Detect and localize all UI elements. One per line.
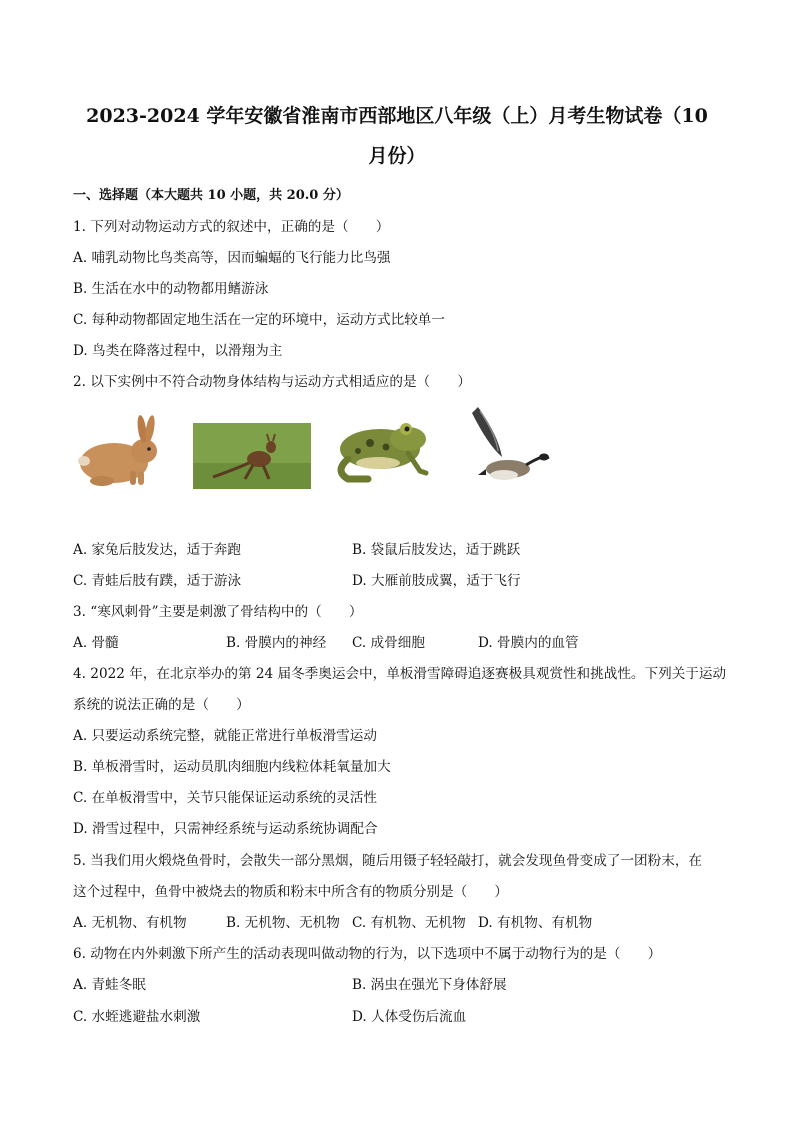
q4-option-c: C. 在单板滑雪中，关节只能保证运动系统的灵活性 xyxy=(73,790,378,806)
q5-option-d: D. 有机物、有机物 xyxy=(478,915,593,931)
q1-option-b: B. 生活在水中的动物都用鳍游泳 xyxy=(73,281,269,297)
question-3-stem: 3. “寒风刺骨”主要是刺激了骨结构中的（ ） xyxy=(73,604,363,620)
q6-option-b: B. 涡虫在强光下身体舒展 xyxy=(352,977,507,993)
q4-option-b: B. 单板滑雪时，运动员肌肉细胞内线粒体耗氧量加大 xyxy=(73,759,391,775)
title-line2: 月份） xyxy=(368,145,426,167)
q3-option-a: A. 骨髓 xyxy=(73,635,119,651)
question-4-stem-line1: 4. 2022 年，在北京举办的第 24 届冬季奥运会中，单板滑雪障碍追逐赛极具观赏性和挑战性。下列关于运动 xyxy=(73,666,727,682)
q5-option-b: B. 无机物、无机物 xyxy=(226,915,340,931)
question-6-stem: 6. 动物在内外刺激下所产生的活动表现叫做动物的行为，以下选项中不属于动物行为的是（ ） xyxy=(73,946,662,962)
goose-image xyxy=(468,405,550,491)
q5-option-c: C. 有机物、无机物 xyxy=(352,915,466,931)
q4-option-d: D. 滑雪过程中，只需神经系统与运动系统协调配合 xyxy=(73,821,378,837)
q4-option-a: A. 只要运动系统完整，就能正常进行单板滑雪运动 xyxy=(73,728,377,744)
q5-option-a: A. 无机物、有机物 xyxy=(73,915,187,931)
q3-option-d: D. 骨膜内的血管 xyxy=(478,635,579,651)
question-5-stem-line2: 这个过程中，鱼骨中被烧去的物质和粉末中所含有的物质分别是（ ） xyxy=(73,884,508,900)
kangaroo-image xyxy=(193,423,311,489)
q1-option-a: A. 哺乳动物比鸟类高等，因而蝙蝠的飞行能力比鸟强 xyxy=(73,250,391,266)
question-4-stem-line2: 系统的说法正确的是（ ） xyxy=(73,697,250,713)
title-line1: 2023-2024 学年安徽省淮南市西部地区八年级（上）月考生物试卷（10 xyxy=(86,105,708,127)
q3-option-b: B. 骨膜内的神经 xyxy=(226,635,327,651)
q1-option-d: D. 鸟类在降落过程中，以滑翔为主 xyxy=(73,343,283,359)
q2-option-a: A. 家兔后肢发达，适于奔跑 xyxy=(73,542,241,558)
question-5-stem-line1: 5. 当我们用火煅烧鱼骨时，会散失一部分黑烟，随后用镊子轻轻敲打，就会发现鱼骨变成了一团粉末，在 xyxy=(73,853,703,869)
question-2-stem: 2. 以下实例中不符合动物身体结构与运动方式相适应的是（ ） xyxy=(73,374,471,390)
section-heading: 一、选择题（本大题共 10 小题，共 20.0 分） xyxy=(73,188,349,203)
q2-option-d: D. 大雁前肢成翼，适于飞行 xyxy=(352,573,521,589)
q6-option-a: A. 青蛙冬眠 xyxy=(73,977,146,993)
q1-option-c: C. 每种动物都固定地生活在一定的环境中，运动方式比较单一 xyxy=(73,312,445,328)
q2-option-c: C. 青蛙后肢有蹼，适于游泳 xyxy=(73,573,242,589)
q6-option-c: C. 水蛭逃避盐水刺激 xyxy=(73,1009,201,1025)
q2-option-b: B. 袋鼠后肢发达，适于跳跃 xyxy=(352,542,521,558)
question-1-stem: 1. 下列对动物运动方式的叙述中，正确的是（ ） xyxy=(73,219,390,235)
q3-option-c: C. 成骨细胞 xyxy=(352,635,425,651)
animal-images xyxy=(70,405,570,505)
rabbit-image xyxy=(72,415,167,495)
frog-image xyxy=(328,409,436,489)
q6-option-d: D. 人体受伤后流血 xyxy=(352,1009,467,1025)
